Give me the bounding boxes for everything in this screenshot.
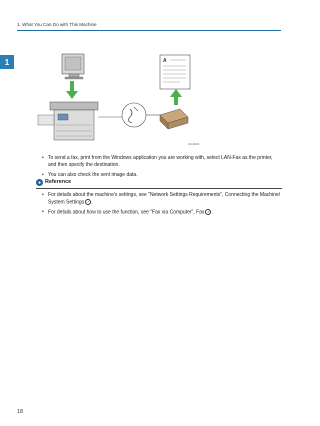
reference-list xyxy=(42,192,282,220)
reference-icon: ● xyxy=(37,179,42,186)
reference-item: • For details about how to use the function, see "Fax via Computer", Fax ↗ . xyxy=(42,209,282,216)
page-number: 18 xyxy=(17,409,23,415)
link-icon[interactable]: ↗ xyxy=(207,210,210,215)
mfp-machine-icon xyxy=(38,102,98,140)
lan-fax-illustration xyxy=(30,47,200,147)
bullet-item: • You can also check the sent image data. xyxy=(42,172,282,179)
computer-icon xyxy=(62,54,84,79)
reference-rule xyxy=(36,188,282,189)
bullet-list xyxy=(42,155,282,182)
reference-item: • For details about the machine's settings, see "Network Settings Requirements", Connecting the Machine/ System Settings ↗ . xyxy=(42,192,282,206)
document-icon xyxy=(160,55,190,89)
running-header: 1. What You Can Do with This Machine xyxy=(17,22,97,27)
arrow-down-icon xyxy=(66,81,78,99)
telephone-line-icon xyxy=(122,103,146,127)
bullet-item: • To send a fax, print from the Windows application you are working with, select LAN-Fax as the printer, and then specify the destination. xyxy=(42,155,282,169)
reference-text: For details about the machine's settings, see "Network Settings Requirements", Connecting the Machine/ System Settings xyxy=(48,192,281,206)
figure-code: CUA001 xyxy=(188,142,200,146)
reference-label: Reference xyxy=(45,179,72,185)
link-icon[interactable]: ↗ xyxy=(86,200,90,204)
svg-text:A: A xyxy=(163,58,167,64)
header-rule xyxy=(17,30,281,31)
arrow-up-icon xyxy=(170,89,182,105)
chapter-tab: 1 xyxy=(0,55,14,69)
fax-machine-icon xyxy=(160,109,188,129)
reference-text: For details about how to use the function, see "Fax via Computer", Fax xyxy=(48,209,205,216)
